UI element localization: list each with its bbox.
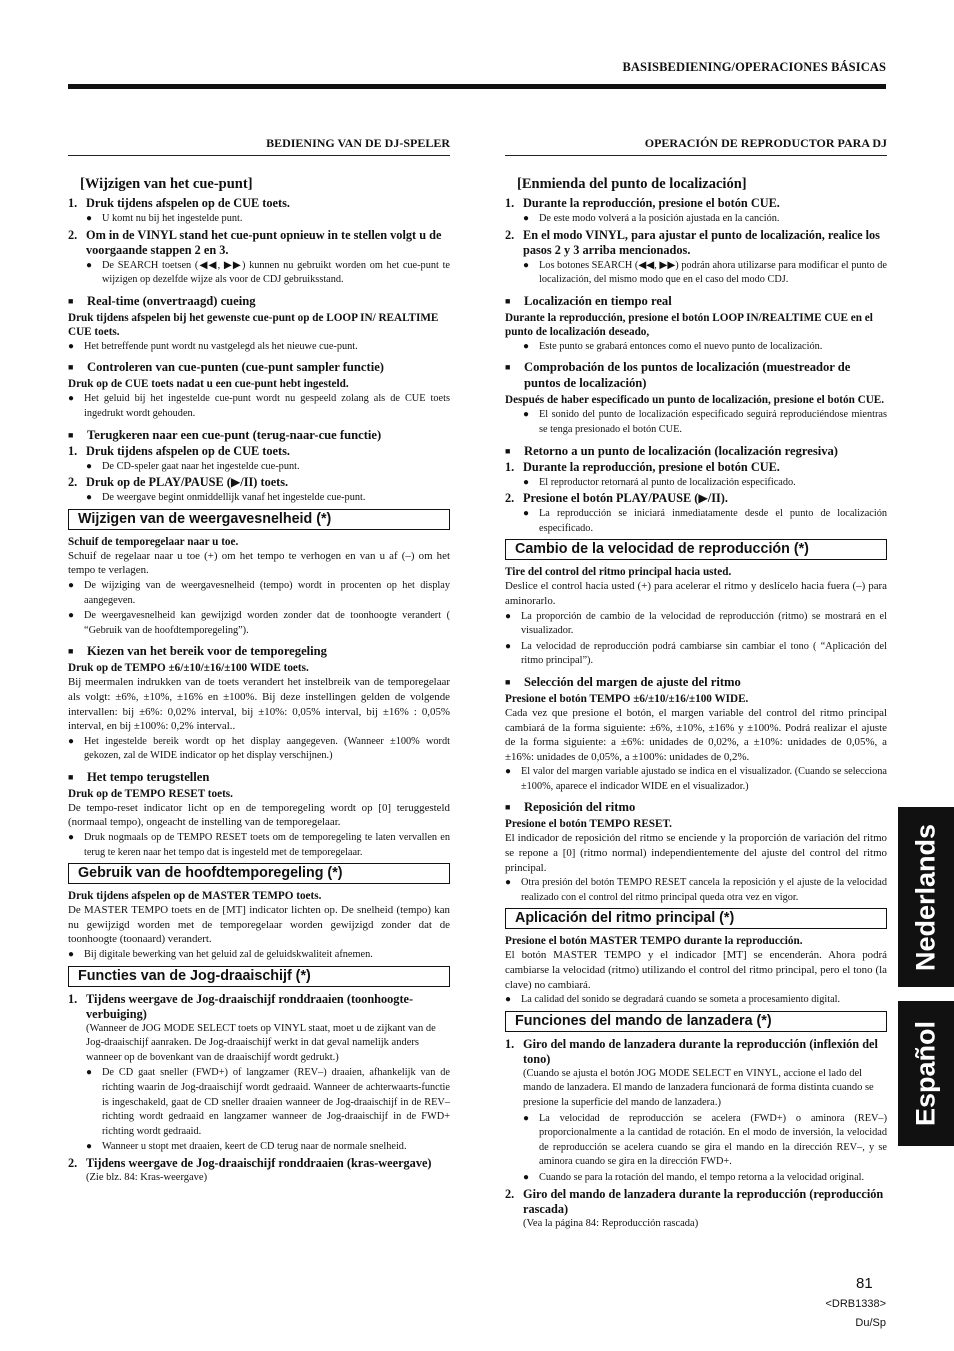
subsection-text: Localización en tiempo real (524, 293, 672, 308)
numbered-step (505, 228, 887, 258)
bullet-text: El reproductor retornará al punto de localización especificado. (539, 476, 796, 488)
subsection-heading (505, 359, 887, 391)
document-code: <DRB1338> (825, 1298, 886, 1310)
bullet-dot-icon: ● (86, 259, 93, 271)
bullet-dot-icon: ● (523, 1171, 530, 1183)
numbered-step (505, 196, 887, 211)
bullet-text: De CD gaat sneller (FWD+) of langzamer (REV–) draaien, afhankelijk van de richting waarin de Jog-draaischijf wordt gedraaid. Wanneer de achterwaarts-functie is ingeschakeld, gaat de CD sneller draaien wanneer de Jog-draaischijf in de REV– richting wordt gedraaid en langzamer wanneer de Jog-draaischijf in de FWD+ richting wordt gedraaid. (102, 1067, 450, 1137)
bullet-dot-icon: ● (505, 877, 512, 889)
language-code: Du/Sp (855, 1317, 886, 1329)
bullet-text: El valor del margen variable ajustado se indica en el visualizador. (Cuando se selecciona ±100%, aparece el indicador WIDE en el visualizador.) (521, 766, 887, 792)
step-number: 2. (68, 475, 78, 490)
bullet-text: Otra presión del botón TEMPO RESET cancela la reposición y el ajuste de la velocidad realizado con el control del ritmo principal queda otra vez en vigor. (521, 877, 887, 903)
header-rule (68, 84, 886, 89)
subsection-text: Controleren van cue-punten (cue-punt sampler functie) (87, 360, 384, 375)
paragraph: El botón MASTER TEMPO y el indicador [MT] se encenderán. Ahora podrá cambiarse la velocidad (ritmo) utilizando el control del ritmo principal, pero el tono (la clave) no cambiará. (505, 949, 887, 991)
bullet-dot-icon: ● (523, 1112, 530, 1124)
bullet-text: De CD-speler gaat naar het ingestelde cue-punt. (102, 460, 300, 472)
step-number: 2. (68, 1155, 78, 1170)
bullet-dot-icon: ● (505, 640, 512, 652)
bullet-text: La calidad del sonido se degradará cuando se someta a procesamiento digital. (521, 994, 841, 1006)
instruction-text: Druk tijdens afspelen op de MASTER TEMPO toets. (68, 890, 322, 903)
step-number: 1. (68, 443, 78, 458)
step-text: Durante la reproducción, presione el botón CUE. (523, 459, 780, 474)
step-number: 1. (505, 196, 515, 210)
bullet-text: La velocidad de reproducción se acelera (FWD+) o aminora (REV–) proporcionalmente a la cantidad de rotación. En el modo de inversión, la velocidad de reproducción se acelera cuando se gira el mando en la dirección REV–, y se aminora cuando se gira en la dirección FWD+. (539, 1112, 887, 1168)
step-text: Druk op de PLAY/PAUSE (▶/II) toets. (86, 475, 289, 490)
paragraph: Schuif de regelaar naar u toe (+) om het tempo te verhogen en van u af (–) om het tempo te verlagen. (68, 549, 450, 577)
step-number: 1. (68, 196, 78, 210)
square-bullet-icon: ■ (68, 646, 74, 657)
bullet-item (523, 212, 887, 227)
bullet-text: La velocidad de reproducción podrá cambiarse sin cambiar el tono ( “Aplicación del ritmo principal”). (521, 640, 887, 667)
subsection-heading (68, 427, 450, 443)
boxed-section-heading: Functies van de Jog-draaischijf (*) (68, 966, 450, 987)
subsection-text: Kiezen van het bereik voor de temporegeling (87, 644, 327, 659)
square-bullet-icon: ■ (505, 362, 511, 373)
bullet-text: De SEARCH toetsen (◀◀, ▶▶) kunnen nu gebruikt worden om het cue-punt te wijzigen op dezelfde wijze als voor de CDJ gebruiksstand. (102, 259, 450, 286)
bullet-text: De wijziging van de weergavesnelheid (tempo) wordt in procenten op het display aangegeven. (84, 579, 450, 606)
note-text: (Vea la página 84: Reproducción rascada) (523, 1217, 699, 1229)
square-bullet-icon: ■ (68, 295, 74, 306)
step-number: 1. (505, 459, 515, 474)
step-text: Druk tijdens afspelen op de CUE toets. (86, 196, 290, 210)
numbered-step (68, 992, 450, 1022)
bullet-text: Cuando se para la rotación del mando, el tempo retorna a la velocidad original. (539, 1171, 865, 1183)
step-text: Durante la reproducción, presione el botón CUE. (523, 196, 780, 210)
step-text: Giro del mando de lanzadera durante la reproducción (reproducción rascada) (523, 1186, 884, 1216)
note-text: (Cuando se ajusta el botón JOG MODE SELECT en VINYL, accione el lado del mando de lanzadera. El mando de lanzadera funcionará de forma distinta cuando se presione la superficie del mando de lanzadera.) (523, 1067, 874, 1108)
instruction-text: Schuif de temporegelaar naar u toe. (68, 535, 239, 548)
bullet-item (523, 507, 887, 536)
bullet-dot-icon: ● (505, 994, 512, 1006)
bullet-dot-icon: ● (68, 832, 75, 844)
boxed-section-heading: Gebruik van de hoofdtemporegeling (*) (68, 863, 450, 884)
bullet-text: De weergave begint onmiddellijk vanaf het ingestelde cue-punt. (102, 492, 366, 504)
step-number: 2. (505, 227, 515, 242)
instruction-text: Después de haber especificado un punto de localización, presione el botón CUE. (505, 394, 885, 407)
bullet-dot-icon: ● (86, 213, 93, 224)
numbered-step (68, 228, 450, 258)
bullet-dot-icon: ● (523, 340, 530, 352)
tab-nederlands[interactable]: Nederlands (898, 807, 954, 987)
step-text: Druk tijdens afspelen op de CUE toets. (86, 443, 290, 458)
numbered-step (505, 1187, 887, 1217)
bullet-text: El sonido del punto de localización especificado seguirá reproduciéndose mientras se tenga presionado el botón CUE. (539, 409, 887, 435)
bullet-item (523, 259, 887, 288)
note-text: (Wanneer de JOG MODE SELECT toets op VINYL staat, moet u de zijkant van de Jog-draaischijf aanraken. De Jog-draaischijf werkt in dat geval namelijk anders wanneer op de bovenkant van de draaischijf wordt gedrukt.) (86, 1022, 436, 1063)
square-bullet-icon: ■ (505, 445, 511, 456)
instruction-text: Presione el botón TEMPO RESET. (505, 818, 672, 831)
step-text: Giro del mando de lanzadera durante la reproducción (inflexión del tono) (523, 1036, 878, 1066)
numbered-step (505, 491, 887, 506)
bullet-dot-icon: ● (523, 259, 530, 271)
instruction-text: Druk op de TEMPO RESET toets. (68, 787, 233, 800)
left-column-body (68, 176, 450, 1186)
instruction-text: Druk op de TEMPO ±6/±10/±16/±100 WIDE toets. (68, 662, 309, 675)
step-number: 2. (505, 491, 515, 506)
subsection-heading (68, 293, 450, 309)
subsection-heading (68, 643, 450, 659)
boxed-section-heading: Cambio de la velocidad de reproducción (*) (505, 539, 887, 560)
step-text: Om in de VINYL stand het cue-punt opnieuw in te stellen volgt u de voorgaande stappen 2 en 3. (86, 227, 442, 257)
numbered-step (68, 196, 450, 211)
bullet-item (505, 993, 887, 1008)
page-header: BASISBEDIENING/OPERACIONES BÁSICAS (622, 60, 886, 74)
bullet-dot-icon: ● (505, 766, 512, 778)
bullet-text: Het geluid bij het ingestelde cue-punt wordt nu gespeeld zolang als de CUE toets ingedrukt wordt gehouden. (84, 393, 450, 419)
bullet-item (68, 340, 450, 355)
numbered-step (505, 460, 887, 475)
subsection-heading (505, 674, 887, 690)
bullet-item (68, 735, 450, 764)
bullet-text: Bij digitale bewerking van het geluid zal de geluidskwaliteit afnemen. (84, 949, 373, 961)
bullet-item (68, 948, 450, 963)
paragraph: De MASTER TEMPO toets en de [MT] indicator lichten op. De snelheid (tempo) kan nu gewijzigd worden met de temporegelaar worden gewijzigd zonder dat de toonhoogte (toonaard) verandert. (68, 904, 450, 946)
bullet-item (505, 610, 887, 639)
bullet-text: Druk nogmaals op de TEMPO RESET toets om de temporegeling te laten vervallen en terug te keren naar het tempo dat is ingesteld met de temporegelaar. (84, 832, 450, 858)
instruction-text: Druk tijdens afspelen bij het gewenste cue-punt op de LOOP IN/ REALTIME CUE toets. (68, 311, 439, 338)
bullet-item (86, 460, 450, 475)
subsection-text: Selección del margen de ajuste del ritmo (524, 674, 741, 689)
subsection-heading (505, 799, 887, 815)
page-number: 81 (856, 1275, 873, 1292)
bullet-item (68, 831, 450, 860)
numbered-step (68, 1156, 450, 1171)
subsection-text: Real-time (onvertraagd) cueing (87, 293, 256, 308)
bullet-dot-icon: ● (68, 735, 75, 747)
section-heading: [Enmienda del punto de localización] (517, 176, 747, 192)
bullet-dot-icon: ● (86, 1067, 93, 1079)
bullet-dot-icon: ● (68, 340, 75, 352)
bullet-dot-icon: ● (68, 610, 75, 622)
bullet-dot-icon: ● (86, 492, 93, 504)
step-number: 1. (505, 1036, 515, 1051)
paragraph: Cada vez que presione el botón, el margen variable del control del ritmo principal cambiará de la forma siguiente: ±6%, ±10%, ±16% y ±100%. Podrá realizar el ajuste de la forma siguiente: a ±6%: unidades de 0,02%, a ±10%: unidades de 0,05%, a ±16%: unidades de 0,05%, a ±100%: unidades de 0,2%. (505, 706, 887, 763)
bullet-item (505, 640, 887, 669)
step-text: Presione el botón PLAY/PAUSE (▶/II). (523, 491, 728, 506)
bullet-dot-icon: ● (523, 409, 530, 421)
left-column (68, 135, 450, 1186)
instruction-text: Durante la reproducción, presione el botón LOOP IN/REALTIME CUE en el punto de localización deseado, (505, 311, 873, 338)
bullet-item (68, 579, 450, 608)
bullet-item (86, 491, 450, 506)
bullet-item (86, 1066, 450, 1139)
bullet-item (523, 340, 887, 355)
boxed-section-heading: Aplicación del ritmo principal (*) (505, 908, 887, 929)
step-text: En el modo VINYL, para ajustar el punto de localización, realice los pasos 2 y 3 arriba mencionados. (523, 227, 880, 257)
boxed-section-heading: Funciones del mando de lanzadera (*) (505, 1011, 887, 1032)
subsection-text: Reposición del ritmo (524, 800, 636, 815)
bullet-item (86, 212, 450, 227)
bullet-item (86, 1140, 450, 1155)
bullet-text: De este modo volverá a la posición ajustada en la canción. (539, 213, 780, 224)
paragraph: El indicador de reposición del ritmo se enciende y la proporción de variación del ritmo se repone a [0] (ritmo normal) independientemente del ajuste del control del ritmo principal. (505, 832, 887, 874)
numbered-step (68, 475, 450, 490)
square-bullet-icon: ■ (505, 676, 511, 687)
square-bullet-icon: ■ (505, 295, 511, 306)
step-number: 2. (68, 227, 78, 242)
bullet-text: Wanneer u stopt met draaien, keert de CD terug naar de normale snelheid. (102, 1141, 407, 1153)
paragraph: Deslice el control hacia usted (+) para acelerar el ritmo y deslícelo hacia fuera (–) para aminorarlo. (505, 580, 887, 607)
paragraph: Bij meermalen indrukken van de toets verandert het instelbreik van de temporegelaar als volgt: ±6%, ±10%, ±16% en ±100%. Bij deze instellingen gelden de volgende intervallen: bij ±6%: 0,02% interval, bij ±10%: 0,05% interval, bij ±16% : 0,05% interval, en bij ±100%: 0,2% interval.. (68, 676, 450, 733)
step-text: Tijdens weergave de Jog-draaischijf ronddraaien (kras-weergave) (86, 1155, 432, 1170)
right-column (505, 135, 887, 1231)
square-bullet-icon: ■ (505, 802, 511, 813)
section-heading: [Wijzigen van het cue-punt] (80, 176, 253, 192)
instruction-text: Presione el botón TEMPO ±6/±10/±16/±100 WIDE. (505, 692, 749, 705)
subsection-text: Retorno a un punto de localización (localización regresiva) (524, 443, 839, 458)
subsection-heading (68, 769, 450, 785)
subsection-heading (505, 293, 887, 309)
bullet-dot-icon: ● (68, 393, 75, 405)
note-text: (Zie blz. 84: Kras-weergave) (86, 1171, 208, 1183)
instruction-text: Presione el botón MASTER TEMPO durante la reproducción. (505, 935, 803, 948)
bullet-dot-icon: ● (68, 579, 75, 591)
bullet-item (68, 609, 450, 638)
step-number: 1. (68, 991, 78, 1006)
square-bullet-icon: ■ (68, 429, 74, 440)
right-column-body (505, 176, 887, 1231)
bullet-dot-icon: ● (86, 460, 93, 472)
left-column-title: BEDIENING VAN DE DJ-SPELER (68, 135, 450, 156)
bullet-text: Het ingestelde bereik wordt op het display aangegeven. (Wanneer ±100% wordt gekozen, zal de WIDE indicator op het display verschijnen.) (84, 735, 450, 762)
step-number: 2. (505, 1186, 515, 1201)
subsection-heading (505, 443, 887, 459)
bullet-text: La reproducción se iniciará inmediatamente desde el punto de localización especificado. (539, 508, 887, 534)
square-bullet-icon: ■ (68, 771, 74, 782)
subsection-heading (68, 359, 450, 375)
step-text: Tijdens weergave de Jog-draaischijf ronddraaien (toonhoogte-verbuiging) (86, 991, 414, 1021)
bullet-text: Het betreffende punt wordt nu vastgelegd als het nieuwe cue-punt. (84, 340, 358, 352)
bullet-item (505, 765, 887, 794)
instruction-text: Tire del control del ritmo principal hacia usted. (505, 566, 732, 579)
square-bullet-icon: ■ (68, 362, 74, 373)
subsection-text: Comprobación de los puntos de localización (muestreador de puntos de localización) (524, 360, 851, 391)
language-tabs (898, 807, 954, 1146)
subsection-text: Het tempo terugstellen (87, 769, 210, 784)
bullet-item (523, 476, 887, 491)
tab-espanol[interactable]: Español (898, 1001, 954, 1146)
bullet-item (523, 1112, 887, 1170)
bullet-item (523, 408, 887, 437)
boxed-section-heading: Wijzigen van de weergavesnelheid (*) (68, 509, 450, 530)
subsection-text: Terugkeren naar een cue-punt (terug-naar-cue functie) (87, 427, 382, 442)
bullet-dot-icon: ● (523, 476, 530, 488)
bullet-dot-icon: ● (523, 213, 530, 224)
numbered-step (68, 444, 450, 459)
bullet-dot-icon: ● (86, 1141, 93, 1153)
right-column-title: OPERACIÓN DE REPRODUCTOR PARA DJ (505, 135, 887, 156)
bullet-text: De weergavesnelheid kan gewijzigd worden zonder dat de toonhoogte verandert ( “Gebruik van de hoofdtemporegeling”). (84, 610, 450, 636)
bullet-text: Este punto se grabará entonces como el nuevo punto de localización. (539, 340, 823, 352)
bullet-dot-icon: ● (68, 949, 75, 961)
bullet-item (523, 1171, 887, 1186)
bullet-dot-icon: ● (523, 508, 530, 520)
bullet-text: U komt nu bij het ingestelde punt. (102, 213, 243, 224)
bullet-item (86, 259, 450, 288)
numbered-step (505, 1037, 887, 1067)
bullet-item (505, 876, 887, 905)
instruction-text: Druk op de CUE toets nadat u een cue-punt hebt ingesteld. (68, 378, 349, 391)
paragraph: De tempo-reset indicator licht op en de temporegeling wordt op [0] teruggesteld (normaal tempo), ongeacht de instelling van de temporegelaar. (68, 801, 450, 829)
bullet-text: Los botones SEARCH (◀◀, ▶▶) podrán ahora utilizarse para modificar el punto de localización, del mismo modo que en el caso del modo CDJ. (539, 259, 887, 286)
bullet-text: La proporción de cambio de la velocidad de reproducción (ritmo) se mostrará en el visualizador. (521, 610, 887, 637)
bullet-item (68, 392, 450, 421)
bullet-dot-icon: ● (505, 610, 512, 622)
